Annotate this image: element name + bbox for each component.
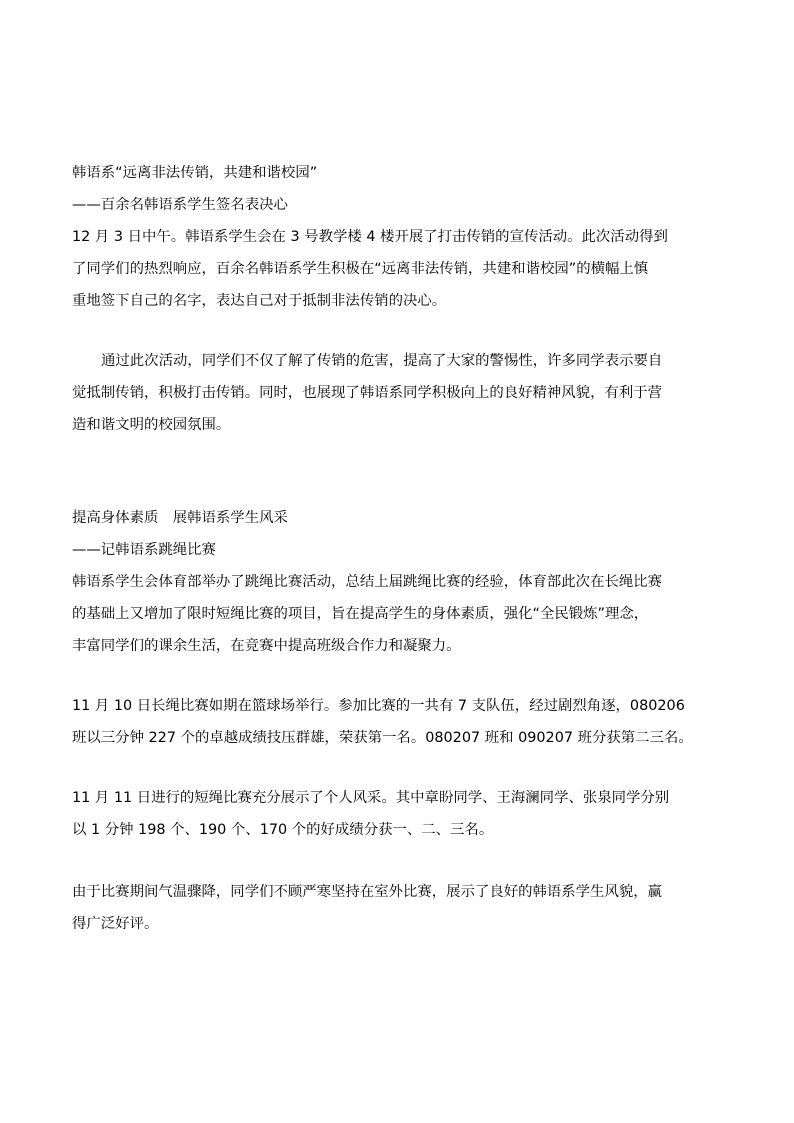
article2-para3-line: 11 月 11 日进行的短绳比赛充分展示了个人风采。其中章盼同学、王海澜同学、张泉同学分别 <box>72 790 670 806</box>
article2-subtitle: ——记韩语系跳绳比赛 <box>72 542 216 558</box>
article1-para1-line: 了同学们的热烈响应，百余名韩语系学生积极在“远离非法传销，共建和谐校园”的横幅上慎 <box>72 261 649 277</box>
article1-para1-line: 12 月 3 日中午。韩语系学生会在 3 号教学楼 4 楼开展了打击传销的宣传活动。此次活动得到 <box>72 229 668 245</box>
article2-para1-line: 韩语系学生会体育部举办了跳绳比赛活动，总结上届跳绳比赛的经验，体育部此次在长绳比赛 <box>72 574 663 590</box>
article1-para2-line: 通过此次活动，同学们不仅了解了传销的危害，提高了大家的警惕性，许多同学表示要自 <box>101 353 663 369</box>
article1-para1-line: 重地签下自己的名字，表达自己对于抵制非法传销的决心。 <box>72 293 447 309</box>
article1-subtitle: ——百余名韩语系学生签名表决心 <box>72 197 288 213</box>
article2-para1-line: 的基础上又增加了限时短绳比赛的项目，旨在提高学生的身体素质，强化“全民锻炼”理念， <box>72 606 649 622</box>
article2-para1-line: 丰富同学们的课余生活，在竞赛中提高班级合作力和凝聚力。 <box>72 638 461 654</box>
article1-title: 韩语系“远离非法传销，共建和谐校园” <box>72 165 318 181</box>
article1-para2-line: 觉抵制传销，积极打击传销。同时，也展现了韩语系同学积极向上的良好精神风貌，有利于营 <box>72 385 663 401</box>
article2-para3-line: 以 1 分钟 198 个、190 个、170 个的好成绩分获一、二、三名。 <box>72 822 494 838</box>
article2-para4-line: 得广泛好评。 <box>72 916 159 932</box>
article2-para2-line: 11 月 10 日长绳比赛如期在篮球场举行。参加比赛的一共有 7 支队伍，经过剧烈角逐，080206 <box>72 698 685 714</box>
article2-para4-line: 由于比赛期间气温骤降，同学们不顾严寒坚持在室外比赛，展示了良好的韩语系学生风貌，赢 <box>72 884 663 900</box>
article2-title: 提高身体素质 展韩语系学生风采 <box>72 510 288 526</box>
article1-para2-line: 造和谐文明的校园氛围。 <box>72 417 231 433</box>
article2-para2-line: 班以三分钟 227 个的卓越成绩技压群雄，荣获第一名。080207 班和 090207 班分获第二三名。 <box>72 730 693 746</box>
